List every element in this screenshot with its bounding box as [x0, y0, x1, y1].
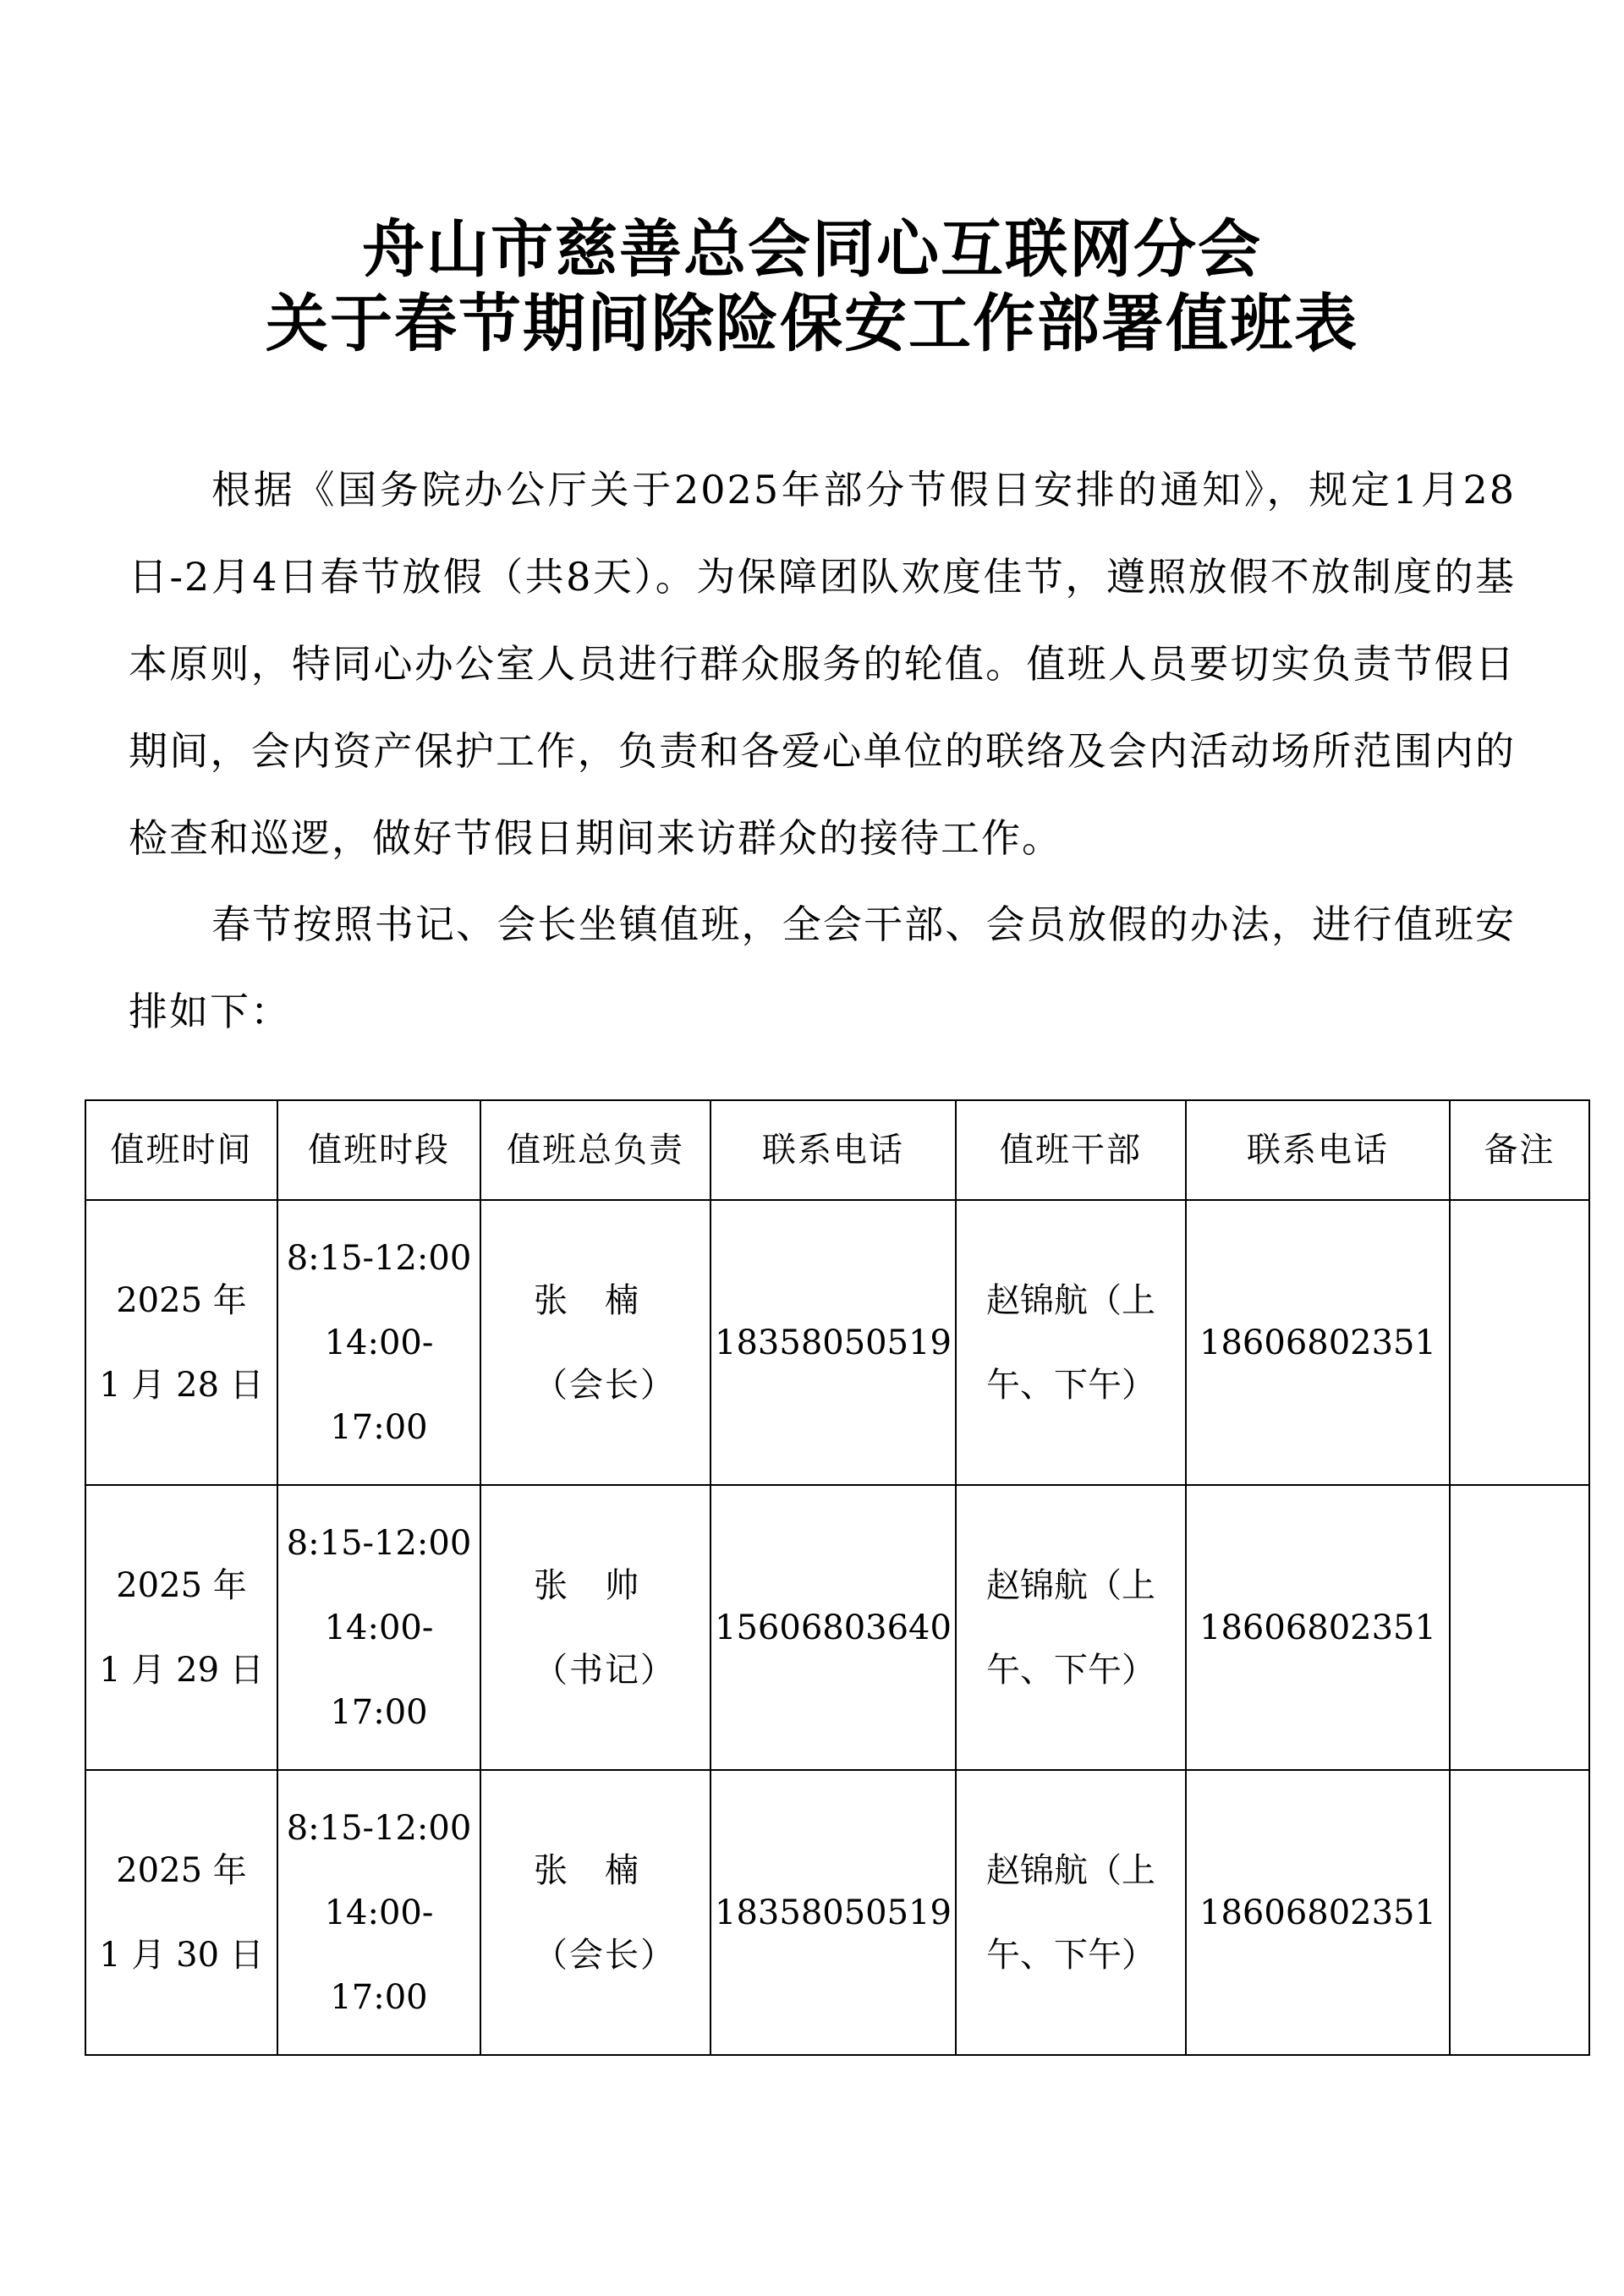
- duty-leader-cell: [480, 1485, 710, 1770]
- table-row: [85, 1770, 1589, 2055]
- table-row: [85, 1200, 1589, 1485]
- duty-leader-name: 张 帅: [534, 1565, 640, 1605]
- table-header-row: [85, 1100, 1589, 1200]
- duty-leader-cell: [480, 1770, 710, 2055]
- duty-date-cell: [85, 1200, 277, 1485]
- duty-slot-cell: [277, 1485, 480, 1770]
- duty-cadre-line2: 午、下午）: [986, 1650, 1155, 1690]
- cadre-phone-cell: 18606802351: [1186, 1770, 1450, 2055]
- leader-phone-cell: 18358050519: [710, 1770, 956, 2055]
- duty-cadre-line1: 赵锦航（上: [986, 1565, 1155, 1605]
- duty-leader-role: （会长）: [534, 1935, 676, 1975]
- duty-date-cell: [85, 1770, 277, 2055]
- duty-slot-morning: 8:15-12:00: [286, 1808, 472, 1848]
- remark-cell: [1450, 1200, 1589, 1485]
- header-cadre-phone: 联系电话: [1186, 1100, 1450, 1200]
- document-title-line2: 关于春节期间除险保安工作部署值班表: [266, 288, 1358, 360]
- duty-cadre-cell: [956, 1770, 1186, 2055]
- duty-slot-afternoon: 14:00-17:00: [324, 1323, 434, 1447]
- duty-date-day: 1 月 29 日: [99, 1650, 264, 1690]
- leader-phone-cell: 18358050519: [710, 1200, 956, 1485]
- duty-cadre-line1: 赵锦航（上: [986, 1280, 1155, 1320]
- duty-date-year: 2025 年: [116, 1565, 247, 1605]
- remark-cell: [1450, 1485, 1589, 1770]
- duty-slot-cell: [277, 1200, 480, 1485]
- duty-leader-role: （书记）: [534, 1650, 676, 1690]
- duty-cadre-line1: 赵锦航（上: [986, 1850, 1155, 1890]
- duty-cadre-line2: 午、下午）: [986, 1935, 1155, 1975]
- duty-slot-morning: 8:15-12:00: [286, 1238, 472, 1278]
- duty-cadre-line2: 午、下午）: [986, 1365, 1155, 1405]
- duty-date-cell: [85, 1485, 277, 1770]
- header-duty-leader: 值班总负责: [480, 1100, 710, 1200]
- leader-phone-cell: 15606803640: [710, 1485, 956, 1770]
- remark-cell: [1450, 1770, 1589, 2055]
- duty-date-year: 2025 年: [116, 1850, 247, 1890]
- header-duty-cadre: 值班干部: [956, 1100, 1186, 1200]
- duty-leader-role: （会长）: [534, 1365, 676, 1405]
- duty-date-year: 2025 年: [116, 1280, 247, 1320]
- duty-slot-morning: 8:15-12:00: [286, 1523, 472, 1563]
- duty-cadre-cell: [956, 1485, 1186, 1770]
- duty-slot-afternoon: 14:00-17:00: [324, 1893, 434, 2017]
- header-leader-phone: 联系电话: [710, 1100, 956, 1200]
- cadre-phone-cell: 18606802351: [1186, 1200, 1450, 1485]
- header-duty-date: 值班时间: [85, 1100, 277, 1200]
- duty-cadre-cell: [956, 1200, 1186, 1485]
- header-duty-time-slot: 值班时段: [277, 1100, 480, 1200]
- arrangement-paragraph: 春节按照书记、会长坐镇值班，全会干部、会员放假的办法，进行值班安排如下：: [129, 901, 1516, 1034]
- duty-leader-name: 张 楠: [534, 1280, 640, 1320]
- duty-slot-afternoon: 14:00-17:00: [324, 1608, 434, 1732]
- duty-schedule-table: [85, 1099, 1590, 2056]
- duty-leader-name: 张 楠: [534, 1850, 640, 1890]
- duty-leader-cell: [480, 1200, 710, 1485]
- duty-date-day: 1 月 30 日: [99, 1935, 264, 1975]
- cadre-phone-cell: 18606802351: [1186, 1485, 1450, 1770]
- document-title-line1: 舟山市慈善总会同心互联网分会: [362, 213, 1262, 286]
- intro-paragraph: 根据《国务院办公厅关于2025年部分节假日安排的通知》，规定1月28日-2月4日春节放假（共8天）。为保障团队欢度佳节，遵照放假不放制度的基本原则，特同心办公室人员进行群众服务的轮值。值班人员要切实负责节假日期间，会内资产保护工作，负责和各爱心单位的联络及会内活动场所范围内的检查和巡逻，做好节假日期间来访群众的接待工作。: [129, 467, 1516, 861]
- table-row: [85, 1485, 1589, 1770]
- duty-slot-cell: [277, 1770, 480, 2055]
- header-remark: 备注: [1450, 1100, 1589, 1200]
- duty-date-day: 1 月 28 日: [99, 1365, 264, 1405]
